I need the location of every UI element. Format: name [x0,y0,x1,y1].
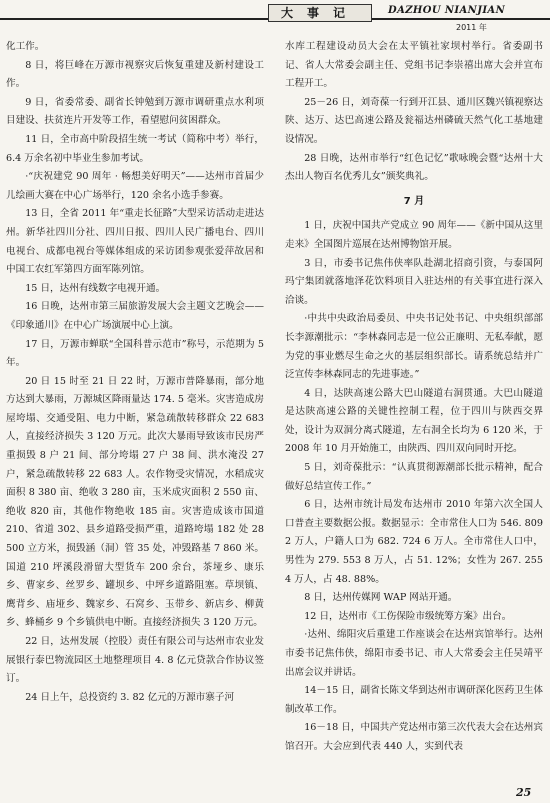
left-column [6,38,264,790]
chronicle-entry: 5 日，刘奇葆批示：“认真贯彻源潮部长批示精神，配合做好总结宣传工作。” [285,462,543,492]
section-title: 大事记 [268,4,372,22]
chronicle-entry: 13 日，全省 2011 年“重走长征路”大型采访活动走进达州。新华社四川分社、四川日报、四川人民广播电台、四川电视台、成都电视台等媒体组成的采访团参观张爱萍故居和中国工农红军第四方面军陈列馆。 [6,208,264,276]
month-heading: 7 月 [403,195,425,207]
chronicle-entry: 3 日，市委书记焦伟侠率队赴湖北招商引资，与泰国阿玛宁集团就落地泽花饮料项目入驻达州的有关事宜进行深入洽谈。 [285,257,543,306]
right-column [285,38,543,790]
chronicle-entry: 水库工程建设动员大会在太平镇社家坝村举行。省委副书记、省人大常委会副主任、党组书记李崇禧出席大会并宣布工程开工。 [285,41,543,90]
chronicle-entry: 28 日晚，达州市举行“红色记忆”歌咏晚会暨“达州十大杰出人物百名优秀儿女”颁奖典礼。 [285,152,543,183]
chronicle-entry: 8 日，将巨峰在万源市视察灾后恢复重建及新村建设工作。 [6,59,264,90]
yearbook-year: 2011 年 [456,23,487,32]
chronicle-entry: 15 日，达州有线数字电视开通。 [25,282,166,294]
chronicle-entry: 11 日，全市高中阶段招生统一考试（简称中考）举行，6.4 万余名初中毕业生参加考试。 [6,133,264,164]
chronicle-entry: 8 日，达州传媒网 WAP 网站开通。 [304,592,458,604]
chronicle-entry: 4 日，达陕高速公路大巴山隧道右洞贯通。大巴山隧道是达陕高速公路的关键性控制工程，位于四川与陕西交界处，设计为双洞分离式隧道，左右洞全长均为 6 120 米，于 2008 年 10 月开始施工，由陕西、四川双向同时开挖。 [285,387,543,455]
chronicle-entry: 14－15 日，副省长陈文华到达州市调研深化医药卫生体制改革工作。 [285,685,543,715]
chronicle-entry: 6 日，达州市统计局发布达州市 2010 年第六次全国人口普查主要数据公报。数据显示：全市常住人口为 546. 809 2 万人，户籍人口为 682. 724 6 万人。全市常住人口中，男性为 279. 553 8 万人，占 51. 12%；女性为 267. 255 4 万人，占 48. 88%。 [285,499,543,585]
chronicle-entry: 16 日晚，达州市第三届旅游发展大会主题文艺晚会——《印象通川》在中心广场演展中心上演。 [6,301,264,331]
chronicle-entry: 1 日，庆祝中国共产党成立 90 周年——《新中国从这里走来》全国图片巡展在达州博物馆开展。 [285,220,543,250]
chronicle-entry: 16－18 日，中国共产党达州市第三次代表大会在达州宾馆召开。大会应到代表 440 人，实到代表 [285,722,543,752]
page-number: 25 [516,786,532,799]
chronicle-entry: 20 日 15 时至 21 日 22 时，万源市普降暴雨，部分地方达到大暴雨，万源城区降雨量达 174. 5 毫米。灾害造成房屋垮塌、交通受阻、电力中断，紧急疏散转移群众 22 683 人，直接经济损失 3 120 万元。此次大暴雨导致该市民房严重损毁 8 户 21 间、部分垮塌 27 户 38 间、洪水淹没 27 户，紧急疏散转移 22 683 人。农作物受灾情况，水稻成灾面积 8 380 亩、绝收 3 280 亩，玉米成灾面积 2 550 亩、绝收 820 亩，其他作物绝收 185 亩。灾害造成该市国道 210、省道 302、县乡道路受损严重，道路垮塌 182 处 28 500 立方米，损毁涵（洞）管 35 处，冲毁路基 7 860 米。国道 210 坪溪段滑留大型货车 200 余台，茶垭乡、康乐乡、曹家乡、丝罗乡、罐坝乡、中坪乡道路阻塞。草坝镇、鹰背乡、庙垭乡、魏家乡、石窝乡、玉带乡、新店乡、柳黄乡、蜂桶乡 9 个乡镇供电中断。直接经济损失 3 120 万元。 [6,375,264,629]
yearbook-english-title: DAZHOU NIANJIAN [388,5,506,16]
chronicle-entry: 24 日上午，总投资约 3. 82 亿元的万源市寨子河 [25,691,235,703]
chronicle-entry: 9 日，省委常委、副省长钟勉到万源市调研重点水利项目建设、扶贫连片开发等工作，看望慰问贫困群众。 [6,96,264,127]
chronicle-entry: 25－26 日，刘奇葆一行到开江县、通川区魏兴镇视察达陕、达万、达巴高速公路及瓮福达州磷硫天然气化工基地建设情况。 [285,96,543,145]
chronicle-entry: 22 日，达州发展（控股）责任有限公司与达州市农业发展银行泰巴物流园区土地整理项目 4. 8 亿元贷款合作协议签订。 [6,636,264,685]
chronicle-entry: ·“庆祝建党 90 周年 · 畅想美好明天”——达州市首届少儿绘画大赛在中心广场举行，120 余名小选手参赛。 [6,171,264,201]
chronicle-entry: ·达州、绵阳灾后重建工作座谈会在达州宾馆举行。达州市委书记焦伟侠，绵阳市委书记、市人大常委会主任吴靖平出席会议并讲话。 [285,629,543,678]
chronicle-entry: ·中共中央政治局委员、中央书记处书记、中央组织部部长李源潮批示：“李林森同志是一位公正廉明、无私奉献，愿为党的事业燃尽生命之火的基层组织部长。请系统总结并广泛宣传李林森同志的先进事迹。” [285,313,543,381]
chronicle-entry: 化工作。 [6,41,45,52]
chronicle-entry: 17 日，万源市蝉联“全国科普示范市”称号，示范期为 5 年。 [6,338,264,369]
chronicle-entry: 12 日，达州市《工伤保险市级统筹方案》出台。 [304,610,512,622]
